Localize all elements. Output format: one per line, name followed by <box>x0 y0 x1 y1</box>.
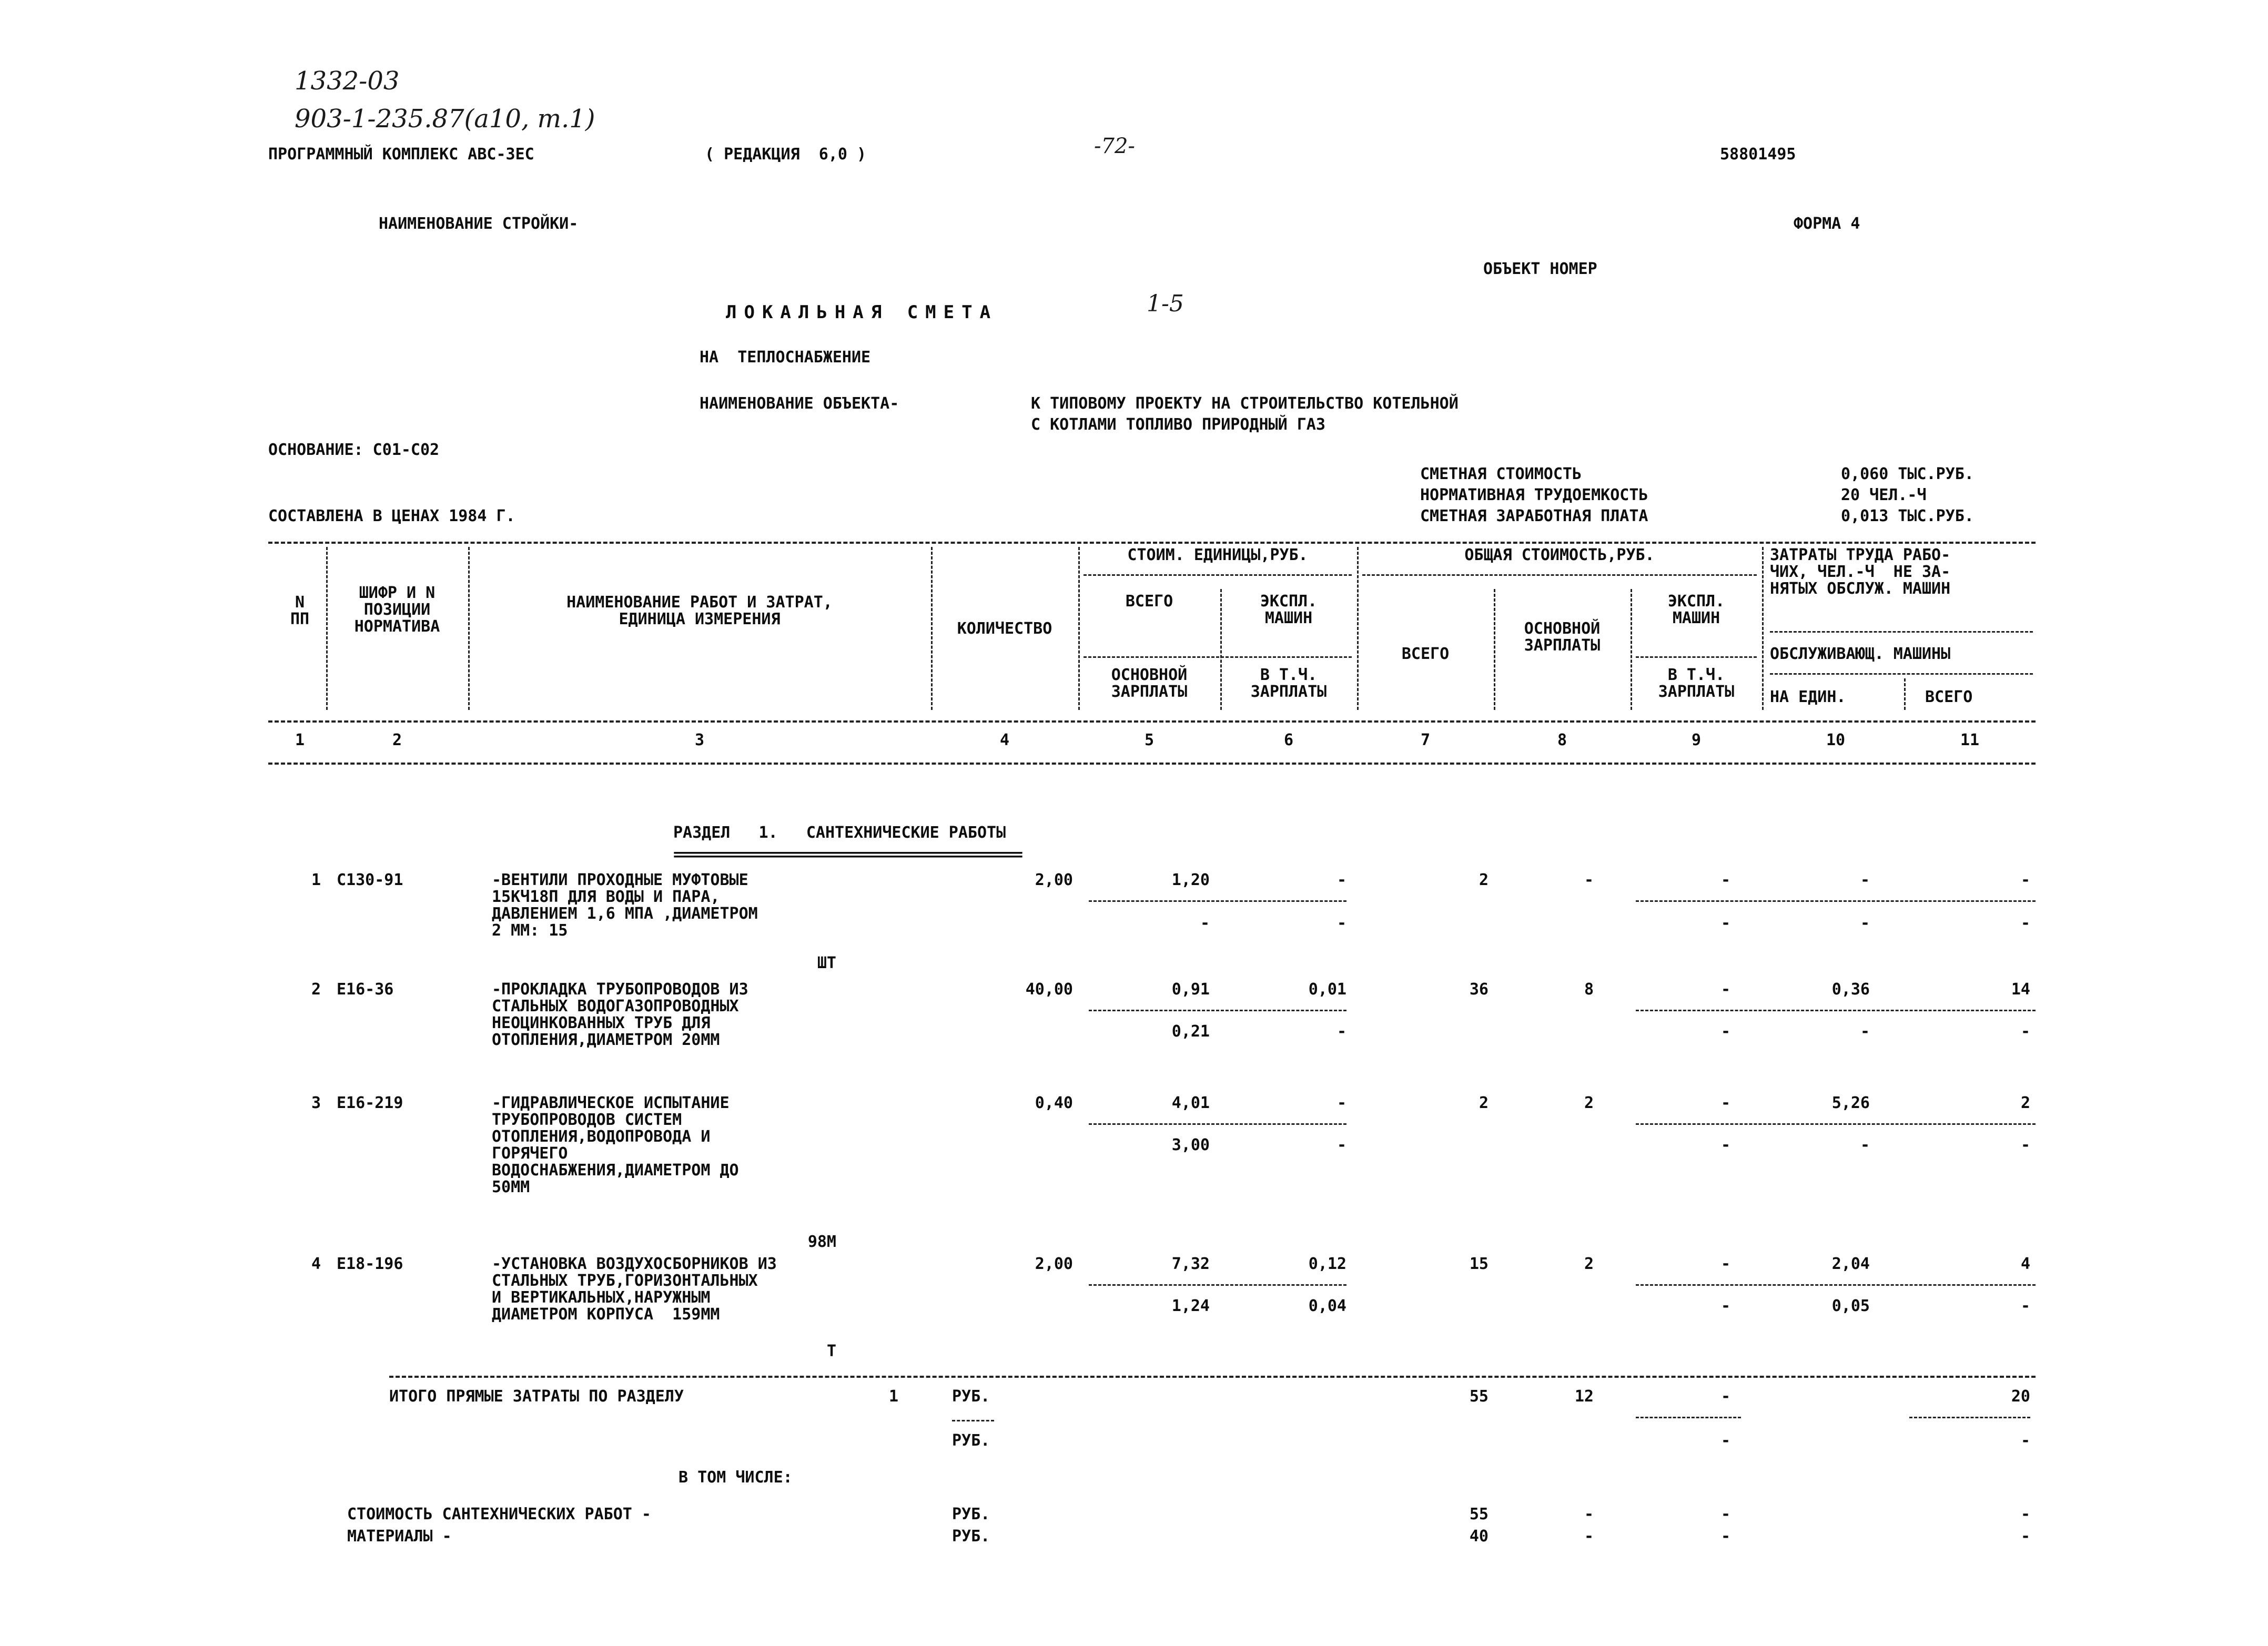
row-labor-total-machines: - <box>2020 1136 2030 1154</box>
estimate-number: 1-5 <box>1147 290 1184 317</box>
header-rule <box>1770 631 2033 633</box>
document-number: 58801495 <box>1720 145 1796 164</box>
row-rule <box>1089 1010 1346 1011</box>
row-wages: 8 <box>1584 980 1594 999</box>
handwritten-code-1: 1332-03 <box>295 66 400 96</box>
row-rule <box>1089 1123 1346 1125</box>
row-rule <box>1636 900 2036 902</box>
row-total: 2 <box>1479 871 1489 889</box>
row-labor-unit-machines: - <box>1860 914 1870 932</box>
row-wages: 2 <box>1584 1255 1594 1273</box>
handwritten-page-number: -72- <box>1094 134 1135 158</box>
row-machines: - <box>1720 980 1730 999</box>
table-top-rule <box>268 542 2036 544</box>
col-divider <box>1762 547 1764 710</box>
row-total: 15 <box>1469 1255 1489 1273</box>
row-machines: - <box>1720 871 1730 889</box>
row-total: 36 <box>1469 980 1489 999</box>
col-header-9-bottom: В Т.Ч. ЗАРПЛАТЫ <box>1658 666 1735 701</box>
summary-value-labor: 20 ЧЕЛ.-Ч <box>1841 486 1927 504</box>
col-divider <box>931 547 933 710</box>
col-header-5-top: ВСЕГО <box>1125 592 1173 611</box>
breakdown-label: СТОИМОСТЬ САНТЕХНИЧЕСКИХ РАБОТ - <box>347 1505 651 1523</box>
estimate-title: ЛОКАЛЬНАЯ СМЕТА <box>726 302 998 323</box>
col-number: 2 <box>392 731 402 749</box>
row-labor-total-machines: - <box>2020 1297 2030 1315</box>
row-rule <box>1089 900 1346 902</box>
row-labor-total: - <box>2020 871 2030 889</box>
breakdown-total: 55 <box>1469 1505 1489 1523</box>
breakdown-machines: - <box>1720 1527 1730 1546</box>
row-machine-wages: - <box>1720 914 1730 932</box>
col-number: 3 <box>694 731 705 749</box>
header-bottom-rule <box>268 720 2036 723</box>
col-number: 5 <box>1144 731 1155 749</box>
row-labor-total-machines: - <box>2020 914 2030 932</box>
row-unit-of-measure: Т <box>826 1342 836 1360</box>
col-header-labor-machines: ОБСЛУЖИВАЮЩ. МАШИНЫ <box>1770 645 1951 663</box>
row-machine-wages: - <box>1720 1297 1730 1315</box>
totals-rule <box>952 1420 994 1421</box>
col-header-9-top: ЭКСПЛ. МАШИН <box>1667 592 1725 627</box>
object-name-line2: С КОТЛАМИ ТОПЛИВО ПРИРОДНЫЙ ГАЗ <box>1031 415 1325 434</box>
row-name: -ГИДРАВЛИЧЕСКОЕ ИСПЫТАНИЕ ТРУБОПРОВОДОВ СИСТЕМ ОТОПЛЕНИЯ,ВОДОПРОВОДА И ГОРЯЧЕГО ВОДОСНАБЖЕНИЯ,ДИАМЕТРОМ ДО 50ММ <box>492 1094 739 1196</box>
row-wages: - <box>1584 871 1594 889</box>
row-labor-unit: 0,36 <box>1831 980 1870 999</box>
section-title: РАЗДЕЛ 1. САНТЕХНИЧЕСКИЕ РАБОТЫ <box>673 824 1006 842</box>
breakdown-labor: - <box>2020 1505 2030 1523</box>
col-header-unit-cost: СТОИМ. ЕДИНИЦЫ,РУБ. <box>1127 546 1308 564</box>
program-name: ПРОГРАММНЫЙ КОМПЛЕКС АВС-ЗЕС <box>268 145 534 164</box>
numbers-bottom-rule <box>268 763 2036 765</box>
header-rule <box>1362 574 1757 576</box>
row-unit-machines: 0,12 <box>1308 1255 1346 1273</box>
totals-label: ИТОГО ПРЯМЫЕ ЗАТРАТЫ ПО РАЗДЕЛУ <box>389 1387 684 1406</box>
row-labor-unit-machines: 0,05 <box>1831 1297 1870 1315</box>
object-name-line1: К ТИПОВОМУ ПРОЕКТУ НА СТРОИТЕЛЬСТВО КОТЕЛЬНОЙ <box>1031 394 1459 413</box>
row-rule <box>1636 1284 2036 1286</box>
breakdown-labor: - <box>2020 1527 2030 1546</box>
col-header-labor: ЗАТРАТЫ ТРУДА РАБО- ЧИХ, ЧЕЛ.-Ч НЕ ЗА- НЯТЫХ ОБСЛУЖ. МАШИН <box>1770 546 1951 598</box>
row-unit-total: 1,20 <box>1171 871 1210 889</box>
row-unit-wages: - <box>1200 914 1210 932</box>
row-unit-total: 4,01 <box>1171 1094 1210 1112</box>
row-labor-unit-machines: - <box>1860 1136 1870 1154</box>
row-number: 1 <box>311 871 321 889</box>
totals-machine-wages: - <box>1720 1431 1730 1450</box>
row-code: С130-91 <box>337 871 403 889</box>
header-rule <box>1770 673 2033 675</box>
row-unit-machine-wages: 0,04 <box>1308 1297 1346 1315</box>
col-divider <box>468 547 470 710</box>
row-code: Е16-36 <box>337 980 394 999</box>
price-basis: СОСТАВЛЕНА В ЦЕНАХ 1984 Г. <box>268 507 515 525</box>
col-header-5-bottom: ОСНОВНОЙ ЗАРПЛАТЫ <box>1111 666 1188 701</box>
row-unit-total: 7,32 <box>1171 1255 1210 1273</box>
row-labor-total: 14 <box>2011 980 2030 999</box>
summary-label-labor: НОРМАТИВНАЯ ТРУДОЕМКОСТЬ <box>1420 486 1648 504</box>
row-labor-total-machines: - <box>2020 1022 2030 1041</box>
breakdown-label: МАТЕРИАЛЫ - <box>347 1527 452 1546</box>
row-total: 2 <box>1479 1094 1489 1112</box>
col-divider <box>1904 678 1906 710</box>
col-header-6-top: ЭКСПЛ. МАШИН <box>1260 592 1318 627</box>
row-qty: 2,00 <box>1035 1255 1073 1273</box>
col-header-6-bottom: В Т.Ч. ЗАРПЛАТЫ <box>1250 666 1327 701</box>
row-machine-wages: - <box>1720 1022 1730 1041</box>
row-rule <box>1089 1284 1346 1286</box>
col-number: 11 <box>1960 731 1980 749</box>
row-number: 4 <box>311 1255 321 1273</box>
header-rule <box>1084 574 1352 576</box>
row-rule <box>1636 1123 2036 1125</box>
row-unit-of-measure: 98М <box>807 1233 836 1251</box>
col-header-10: НА ЕДИН. <box>1770 688 1846 706</box>
object-number-label: ОБЪЕКТ НОМЕР <box>1483 260 1597 278</box>
basis: ОСНОВАНИЕ: С01-С02 <box>268 441 440 459</box>
col-divider <box>1357 547 1359 710</box>
col-header-3: НАИМЕНОВАНИЕ РАБОТ И ЗАТРАТ, ЕДИНИЦА ИЗМЕРЕНИЯ <box>566 593 833 628</box>
row-machine-wages: - <box>1720 1136 1730 1154</box>
breakdown-unit: РУБ. <box>952 1505 990 1523</box>
totals-labor-machines: - <box>2020 1431 2030 1450</box>
col-divider <box>326 547 328 710</box>
col-header-2: ШИФР И N ПОЗИЦИИ НОРМАТИВА <box>354 584 440 636</box>
summary-label-cost: СМЕТНАЯ СТОИМОСТЬ <box>1420 465 1582 483</box>
col-number: 1 <box>295 731 305 749</box>
row-unit-machines: - <box>1336 871 1346 889</box>
totals-total: 55 <box>1469 1387 1489 1406</box>
breakdown-wages: - <box>1584 1527 1594 1546</box>
breakdown-total: 40 <box>1469 1527 1489 1546</box>
handwritten-code-2: 903-1-235.87(а10, т.1) <box>295 104 595 134</box>
col-header-1: N ПП <box>290 593 310 628</box>
row-unit-wages: 0,21 <box>1171 1022 1210 1041</box>
row-labor-unit: - <box>1860 871 1870 889</box>
summary-label-wages: СМЕТНАЯ ЗАРАБОТНАЯ ПЛАТА <box>1420 507 1648 525</box>
breakdown-machines: - <box>1720 1505 1730 1523</box>
breakdown-unit: РУБ. <box>952 1527 990 1546</box>
program-edition: ( РЕДАКЦИЯ 6,0 ) <box>705 145 867 164</box>
row-unit-machine-wages: - <box>1336 1022 1346 1041</box>
row-number: 2 <box>311 980 321 999</box>
row-labor-unit-machines: - <box>1860 1022 1870 1041</box>
header-rule <box>1636 656 1757 658</box>
row-rule <box>1636 1010 2036 1011</box>
estimate-subtitle: НА ТЕПЛОСНАБЖЕНИЕ <box>700 348 871 367</box>
col-header-total-cost: ОБЩАЯ СТОИМОСТЬ,РУБ. <box>1464 546 1655 564</box>
row-qty: 2,00 <box>1035 871 1073 889</box>
totals-section-number: 1 <box>889 1387 899 1406</box>
row-unit-machine-wages: - <box>1336 914 1346 932</box>
row-unit-of-measure: ШТ <box>817 954 836 972</box>
row-name: -УСТАНОВКА ВОЗДУХОСБОРНИКОВ ИЗ СТАЛЬНЫХ ТРУБ,ГОРИЗОНТАЛЬНЫХ И ВЕРТИКАЛЬНЫХ,НАРУЖНЫМ ДИАМЕТРОМ КОРПУСА 159ММ <box>492 1255 777 1324</box>
breakdown-wages: - <box>1584 1505 1594 1523</box>
row-code: Е16-219 <box>337 1094 403 1112</box>
row-name: -ВЕНТИЛИ ПРОХОДНЫЕ МУФТОВЫЕ 15КЧ18П ДЛЯ ВОДЫ И ПАРА, ДАВЛЕНИЕМ 1,6 МПА ,ДИАМЕТРОМ 2 ММ: 15 <box>492 871 758 940</box>
totals-top-rule <box>389 1376 2036 1378</box>
row-name: -ПРОКЛАДКА ТРУБОПРОВОДОВ ИЗ СТАЛЬНЫХ ВОДОГАЗОПРОВОДНЫХ НЕОЦИНКОВАННЫХ ТРУБ ДЛЯ ОТОПЛЕНИЯ,ДИАМЕТРОМ 20ММ <box>492 980 748 1049</box>
totals-unit-2: РУБ. <box>952 1431 990 1450</box>
totals-rule <box>1636 1417 1741 1418</box>
object-name-label: НАИМЕНОВАНИЕ ОБЪЕКТА- <box>700 394 899 413</box>
construction-name-label: НАИМЕНОВАНИЕ СТРОЙКИ- <box>379 215 579 233</box>
col-header-7: ВСЕГО <box>1401 645 1450 663</box>
row-code: Е18-196 <box>337 1255 403 1273</box>
col-number: 7 <box>1420 731 1431 749</box>
row-unit-machine-wages: - <box>1336 1136 1346 1154</box>
row-unit-wages: 1,24 <box>1171 1297 1210 1315</box>
row-qty: 0,40 <box>1035 1094 1073 1112</box>
col-number: 8 <box>1557 731 1567 749</box>
summary-value-cost: 0,060 ТЫС.РУБ. <box>1841 465 1974 483</box>
col-divider <box>1631 589 1632 710</box>
col-divider <box>1494 589 1495 710</box>
row-unit-total: 0,91 <box>1171 980 1210 999</box>
row-labor-unit: 5,26 <box>1831 1094 1870 1112</box>
col-header-4: КОЛИЧЕСТВО <box>957 619 1052 638</box>
summary-value-wages: 0,013 ТЫС.РУБ. <box>1841 507 1974 525</box>
totals-labor: 20 <box>2011 1387 2030 1406</box>
row-labor-unit: 2,04 <box>1831 1255 1870 1273</box>
section-underline: =============================================== <box>673 846 1021 864</box>
col-header-11: ВСЕГО <box>1925 688 1973 706</box>
col-number: 6 <box>1283 731 1294 749</box>
col-divider <box>1078 547 1080 710</box>
row-unit-machines: 0,01 <box>1308 980 1346 999</box>
totals-wages: 12 <box>1574 1387 1594 1406</box>
totals-machines: - <box>1720 1387 1730 1406</box>
row-machines: - <box>1720 1094 1730 1112</box>
header-rule <box>1084 656 1352 658</box>
row-unit-wages: 3,00 <box>1171 1136 1210 1154</box>
totals-rule <box>1909 1417 2030 1418</box>
col-header-8: ОСНОВНОЙ ЗАРПЛАТЫ <box>1524 619 1601 655</box>
row-labor-total: 4 <box>2020 1255 2030 1273</box>
row-machines: - <box>1720 1255 1730 1273</box>
col-number: 4 <box>999 731 1010 749</box>
col-number: 10 <box>1826 731 1846 749</box>
row-labor-total: 2 <box>2020 1094 2030 1112</box>
row-number: 3 <box>311 1094 321 1112</box>
including-label: В ТОМ ЧИСЛЕ: <box>679 1468 793 1487</box>
col-divider <box>1220 589 1222 710</box>
totals-unit: РУБ. <box>952 1387 990 1406</box>
row-unit-machines: - <box>1336 1094 1346 1112</box>
row-wages: 2 <box>1584 1094 1594 1112</box>
row-qty: 40,00 <box>1025 980 1073 999</box>
col-number: 9 <box>1691 731 1702 749</box>
form-label: ФОРМА 4 <box>1794 215 1860 233</box>
